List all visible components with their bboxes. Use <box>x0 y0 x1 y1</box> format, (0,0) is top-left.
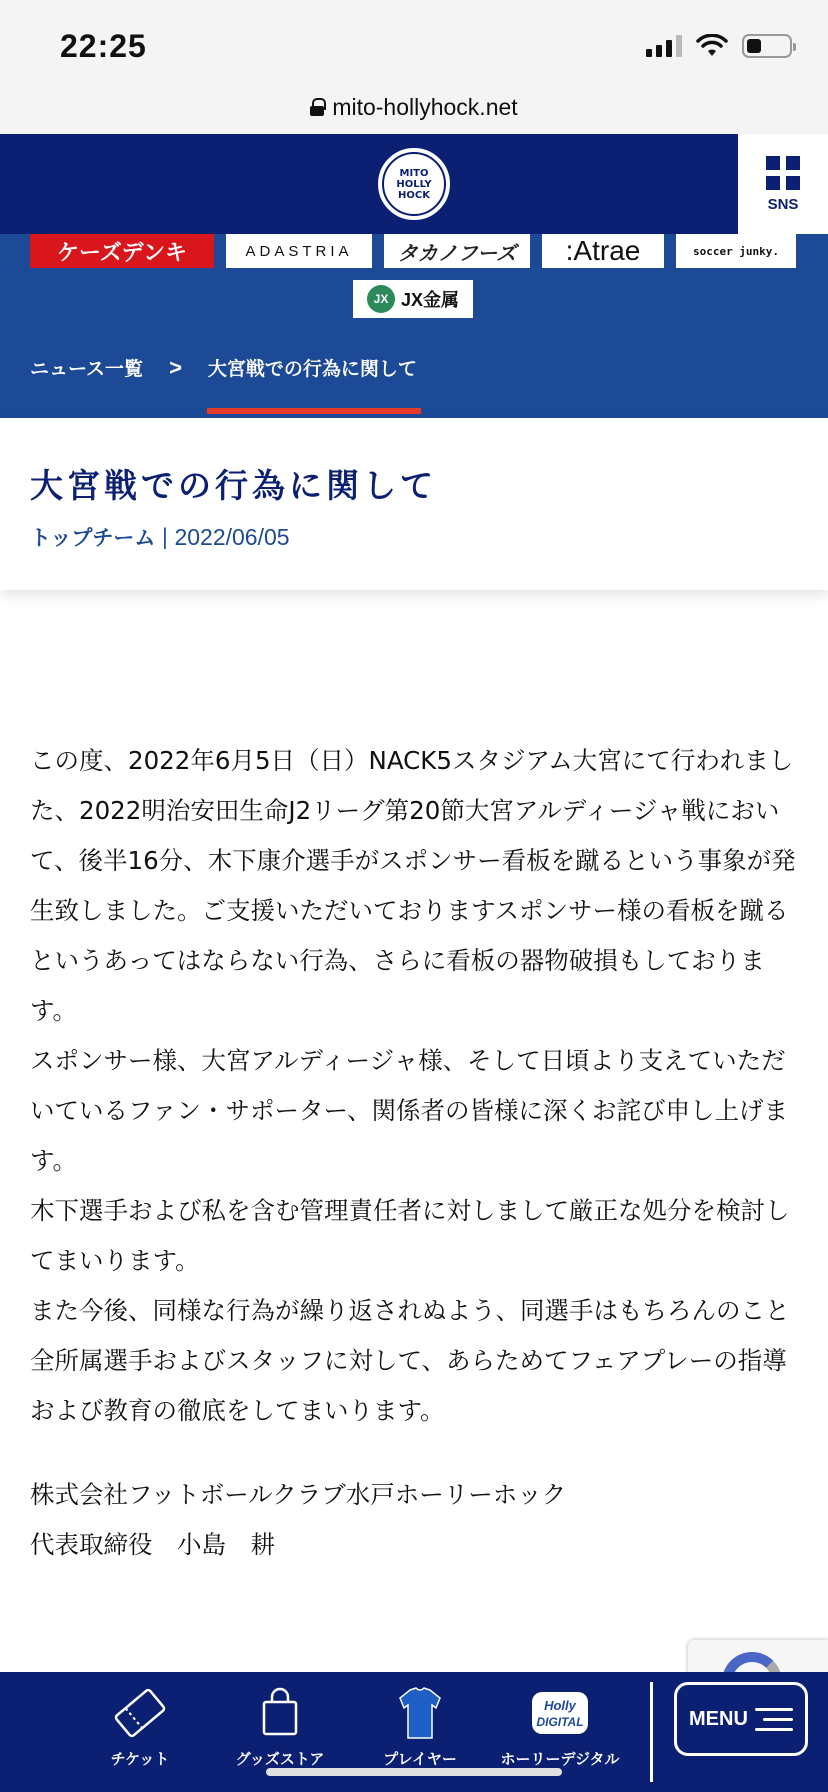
status-bar <box>0 0 828 80</box>
url-text: mito-hollyhock.net <box>332 93 518 120</box>
address-bar[interactable] <box>0 80 828 134</box>
jx-logo-icon: JX <box>367 285 395 313</box>
club-logo-emblem: MITO HOLLY HOCK <box>382 152 446 216</box>
jersey-icon <box>390 1686 450 1740</box>
sponsor-takanofoods-label: タカノフーズ <box>397 242 517 265</box>
holly-digital-logo-icon <box>528 1686 592 1740</box>
menu-button[interactable] <box>674 1682 808 1756</box>
nav-goods-store-label: グッズストア <box>235 1750 325 1768</box>
lock-icon <box>310 98 324 116</box>
recaptcha-icon <box>722 1652 782 1674</box>
shopping-bag-icon <box>250 1686 310 1740</box>
status-icons <box>646 34 792 58</box>
ticket-icon <box>110 1686 170 1740</box>
sponsor-adastria-label: ADASTRIA <box>245 242 353 260</box>
sns-label: SNS <box>767 195 799 213</box>
sponsor-ksdenki-label: ケーズデンキ <box>56 239 188 265</box>
sponsor-takanofoods[interactable] <box>384 234 530 268</box>
sponsor-jx-metals-label: JX金属 <box>400 290 460 310</box>
nav-ticket[interactable] <box>75 1686 205 1782</box>
breadcrumb-current: 大宮戦での行為に関して <box>207 358 417 380</box>
article-date: 2022/06/05 <box>174 523 290 550</box>
sponsor-atrae[interactable] <box>542 234 664 268</box>
sns-button[interactable] <box>738 134 828 234</box>
breadcrumb <box>30 354 417 381</box>
signature-company: 株式会社フットボールクラブ水戸ホーリーホック <box>30 1480 567 1509</box>
home-indicator <box>266 1768 562 1776</box>
sponsor-band <box>0 234 828 418</box>
holly-digital-logo-top: Holly <box>544 1698 576 1713</box>
club-logo[interactable] <box>378 148 450 220</box>
article-meta <box>30 522 290 552</box>
breadcrumb-separator: > <box>169 354 182 380</box>
nav-ticket-label: チケット <box>110 1750 170 1768</box>
article-category[interactable]: トップチーム <box>30 526 156 550</box>
article-paragraph: この度、2022年6月5日（日）NACK5スタジアム大宮にて行われました、2022明治安田生命J2リーグ第20節大宮アルディージャ戦において、後半16分、木下康介選手がスポンサー看板を蹴るという事象が発生致しました。ご支援いただいておりますスポンサー様の看板を蹴るというあってはならない行為、さらに看板の器物破損もしております。 <box>30 746 796 1025</box>
wifi-icon <box>696 34 728 58</box>
article-header <box>0 418 828 590</box>
meta-separator: | <box>161 525 169 549</box>
holly-digital-logo-bottom: DIGITAL <box>536 1715 584 1729</box>
sponsor-ksdenki[interactable] <box>30 234 214 268</box>
nav-divider <box>650 1682 653 1782</box>
grid-icon <box>766 156 800 190</box>
hamburger-icon <box>755 1708 793 1731</box>
sponsor-atrae-label: :Atrae <box>565 235 641 266</box>
sponsor-soccer-junky-label: soccer junky. <box>692 244 780 258</box>
sponsor-jx-metals[interactable] <box>353 280 473 318</box>
menu-label: MENU <box>689 1707 748 1730</box>
battery-icon <box>742 34 792 58</box>
article-paragraph: 木下選手および私を含む管理責任者に対しまして厳正な処分を検討してまいります。 <box>30 1196 790 1275</box>
status-time: 22:25 <box>60 28 147 64</box>
breadcrumb-active-underline <box>207 408 421 414</box>
signature-name: 代表取締役 小島 耕 <box>30 1530 275 1559</box>
cellular-signal-icon <box>646 35 682 57</box>
article-signature <box>30 1470 798 1570</box>
article-paragraph: また今後、同様な行為が繰り返されぬよう、同選手はもちろんのこと全所属選手およびスタッフに対して、あらためてフェアプレーの指導および教育の徹底をしてまいります。 <box>30 1296 790 1425</box>
nav-player-label: プレイヤー <box>383 1750 457 1768</box>
recaptcha-badge[interactable] <box>688 1640 828 1674</box>
article-body <box>30 736 798 1436</box>
breadcrumb-news-list[interactable]: ニュース一覧 <box>30 358 144 380</box>
sponsor-soccer-junky[interactable] <box>676 234 796 268</box>
sponsor-adastria[interactable] <box>226 234 372 268</box>
site-header <box>0 134 828 234</box>
nav-holly-digital-label: ホーリーデジタル <box>500 1750 620 1768</box>
page-title: 大宮戦での行為に関して <box>30 466 437 505</box>
article-paragraph: スポンサー様、大宮アルディージャ様、そして日頃より支えていただいているファン・サポーター、関係者の皆様に深くお詫び申し上げます。 <box>30 1046 789 1175</box>
